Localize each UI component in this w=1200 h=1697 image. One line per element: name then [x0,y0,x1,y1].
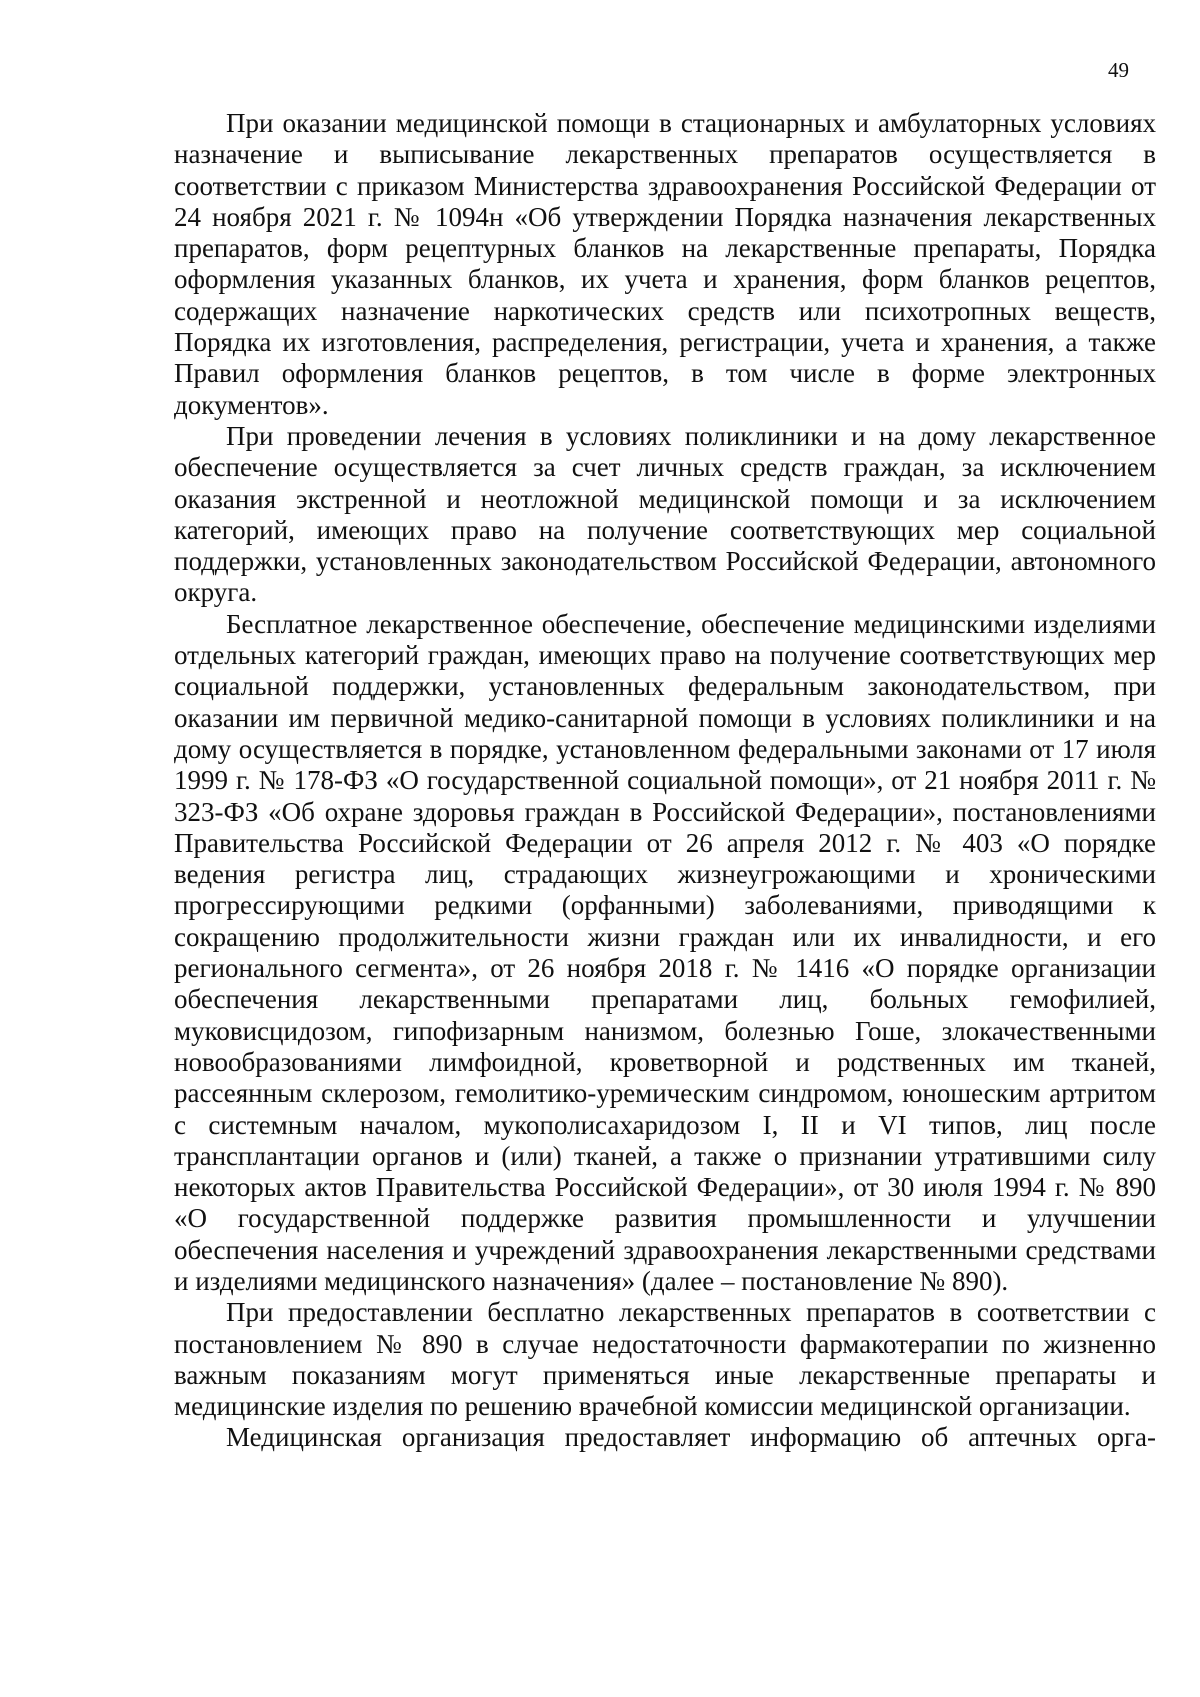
paragraph-outpatient-provision: При проведении лечения в условиях поликлиники и на дому лекарственное обеспечение осуществляется за счет личных средств граждан, за исключением оказания экстренной и неотложной медицинской помощи и за исключением категорий, имеющих право на получение соответствующих мер социальной поддержки, установленных законодательством Российской Федерации, автономного округа. [174,420,1156,608]
paragraph-pharmacy-info: Медицинская организация предоставляет информацию об аптечных орга- [226,1422,1156,1453]
document-body [174,108,1156,1454]
page-number: 49 [1108,58,1129,82]
paragraph-free-provision: Бесплатное лекарственное обеспечение, обеспечение медицинскими изделиями отдельных категорий граждан, имеющих право на получение соответствующих мер социальной поддержки, установленных федеральным законодательством, при оказании им первичной медико-санитарной помощи в условиях поликлиники и на дому осуществляется в порядке, установленном федеральными законами от 17 июля 1999 г. № 178-ФЗ «О государственной социальной помощи», от 21 ноября 2011 г. № 323-ФЗ «Об охране здоровья граждан в Российской Федерации», постановлениями Правительства Российской Федерации от 26 апреля 2012 г. № 403 «О порядке ведения регистра лиц, страдающих жизнеугрожающими и хроническими прогрессирующими редкими (орфанными) заболеваниями, приводящими к сокращению продолжительности жизни граждан или их инвалидности, и его регионального сегмента», от 26 ноября 2018 г. № 1416 «О порядке организации обеспечения лекарственными препаратами лиц, больных гемофилией, муковисцидозом, гипофизарным нанизмом, болезнью Гоше, злокачественными новообразованиями лимфоидной, кроветворной и родственных им тканей, рассеянным склерозом, гемолитико-уремическим синдромом, юношеским артритом с системным началом, мукополисахаридозом I, II и VI типов, лиц после трансплантации органов и (или) тканей, а также о признании утратившими силу некоторых актов Правительства Российской Федерации», от 30 июля 1994 г. № 890 «О государственной поддержке развития промышленности и улучшении обеспечения населения и учреждений здравоохранения лекарственными средствами и изделиями медицинского назначения» (далее – постановление № 890). [174,608,1156,1296]
paragraph-alternative-drugs: При предоставлении бесплатно лекарственных препаратов в соответствии с постановлением № 890 в случае недостаточности фармакотерапии по жизненно важным показаниям могут применяться иные лекарственные препараты и медицинские изделия по решению врачебной комиссии медицинской организации. [174,1297,1156,1422]
paragraph-prescription-order: При оказании медицинской помощи в стационарных и амбулаторных условиях назначение и выписывание лекарственных препаратов осуществляется в соответствии с приказом Министерства здравоохранения Российской Федерации от 24 ноября 2021 г. № 1094н «Об утверждении Порядка назначения лекарственных препаратов, форм рецептурных бланков на лекарственные препараты, Порядка оформления указанных бланков, их учета и хранения, форм бланков рецептов, содержащих назначение наркотических средств или психотропных веществ, Порядка их изготовления, распределения, регистрации, учета и хранения, а также Правил оформления бланков рецептов, в том числе в форме электронных документов». [174,108,1156,420]
